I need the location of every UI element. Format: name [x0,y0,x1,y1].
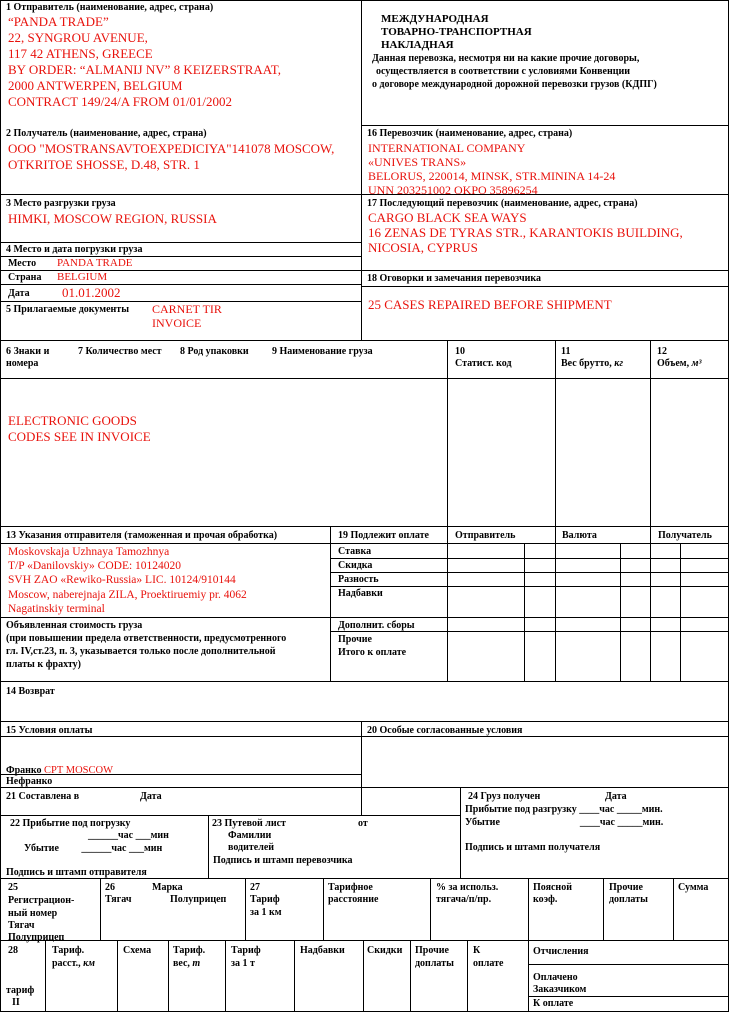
form-title-1: МЕЖДУНАРОДНАЯ [381,13,489,25]
goods-h11-num: 11 [561,346,571,357]
arrival-loading-title: 22 Прибытие под погрузку [10,818,131,829]
t1-c26-brand: Марка [152,882,183,893]
sender-line-3: 117 42 ATHENS, GREECE [8,46,153,61]
payment-row-supplements: Надбавки [338,588,383,599]
goods-h12-num: 12 [657,346,667,357]
t2-c9-line-2: оплате [473,958,504,969]
divider-22-23 [0,815,460,816]
t1-c26-tractor: Тягач [105,894,132,905]
divider-15 [0,721,729,722]
carrier-line-2: «UNIVES TRANS» [368,155,467,169]
divider-tariff-2 [0,940,729,941]
t2-right-row-2 [528,996,728,997]
payment-row-rate: Ставка [338,546,372,557]
payment-row-other: Прочие [338,634,372,645]
pay-row-4 [0,617,729,618]
carrier-line-3: BELORUS, 220014, MINSK, STR.MININA 14-24 [368,169,616,183]
carrier-reservations-value: 25 CASES REPAIRED BEFORE SHIPMENT [368,297,612,312]
sender-line-4: BY ORDER: “ALMANIJ NV” 8 KEIZERSTRAAT, [8,62,281,77]
loading-title: 4 Место и дата погрузки груза [6,244,143,255]
t1-c31-line-2: доплаты [609,894,648,905]
sender-title: 1 Отправитель (наименование, адрес, страна) [6,2,214,13]
t2-c8-line-1: Прочие [415,945,449,956]
divider-goods-top [0,340,729,341]
drivers-label: водителей [228,842,275,853]
divider-place-country [0,270,361,271]
t1-c29-line-1: % за использ. [436,882,499,893]
frame-left [0,0,1,1012]
t2-col-9 [528,940,529,1012]
t2-col-3 [168,940,169,1012]
sender-signature-label: Подпись и штамп отправителя [6,867,147,878]
t2-c1-tariff: тариф [6,985,35,996]
t1-col-28 [323,878,324,940]
pay-col-2 [555,526,556,681]
goods-line-1: ELECTRONIC GOODS [8,413,137,428]
form-title-2: ТОВАРНО-ТРАНСПОРТНАЯ [381,26,532,38]
t2-by-customer: Заказчиком [533,984,587,995]
payment-row-difference: Разность [338,574,379,585]
t2-col-6 [363,940,364,1012]
successive-carrier-title: 17 Последующий перевозчик (наименование, адрес, страна) [367,198,638,209]
loading-date-label: Дата [8,288,30,299]
sender-line-1: “PANDA TRADE” [8,14,109,29]
t1-c28-line-2: расстояние [328,894,379,905]
instructions-line-5: Nagatinskiy terminal [8,603,105,615]
t1-c28-line-1: Тарифное [328,882,373,893]
drivers-surnames-label: Фамилии [228,830,272,841]
goods-col-11 [555,340,556,526]
carrier-title: 16 Перевозчик (наименование, адрес, страна) [367,128,573,139]
pay-row-1 [330,558,728,559]
t1-c25-line-2: ный номер [8,908,58,919]
t1-c27-num: 27 [250,882,260,893]
t2-col-5 [294,940,295,1012]
instructions-line-3: SVH ZAO «Rewiko-Russia» LIC. 10124/910144 [8,574,236,586]
loading-country-value: BELGIUM [57,271,108,283]
carrier-line-1: INTERNATIONAL COMPANY [368,141,526,155]
t2-col-4 [225,940,226,1012]
pay-col-1b [524,543,525,681]
document-1: CARNET TIR [152,302,222,316]
carrier-line-4: UNN 203251002 OKPO 35896254 [368,183,538,197]
t1-c25-num: 25 [8,882,18,893]
payment-col-consignee: Получатель [658,530,712,541]
t1-c29-line-2: тягача/п/пр. [436,894,492,905]
t1-c27-line-2: за 1 км [250,907,282,918]
waybill-from-label: от [358,818,368,829]
divider-4-place [0,256,361,257]
pay-col-3b [680,543,681,681]
t1-c26-num: 26 [105,882,115,893]
t2-right-row-1 [528,964,728,965]
arrival-unloading-line: Прибытие под разгрузку ____час _____мин. [465,804,663,815]
t2-col-1 [45,940,46,1012]
goods-h11-label: Вес брутто, кг [561,358,624,369]
form-title-3: НАКЛАДНАЯ [381,39,454,51]
t2-c8-line-2: доплаты [415,958,454,969]
t2-c7-discounts: Скидки [367,945,403,956]
t1-c30-line-2: коэф. [533,894,558,905]
t1-c30-line-1: Поясной [533,882,572,893]
instructions-line-4: Moscow, naberejnaja ZILA, Proektiruemiy pr. 4062 [8,589,247,601]
t2-c2-line-1: Тариф. [52,945,85,956]
t1-c26-trailer: Полуприцеп [170,894,227,905]
loading-date-value: 01.01.2002 [62,285,121,300]
t1-c31-line-1: Прочие [609,882,643,893]
goods-h9: 9 Наименование груза [272,346,373,357]
t1-col-31 [603,878,604,940]
sender-line-5: 2000 ANTWERPEN, BELGIUM [8,78,183,93]
t2-c9-line-1: К [473,945,481,956]
consignee-line-1: ООО "MOSTRANSAVTOEXPEDICIYA"141078 MOSCOW, [8,141,335,156]
successive-carrier-line-3: NICOSIA, CYPRUS [368,240,478,255]
pay-col-3 [650,526,651,681]
pay-col-2b [620,543,621,681]
t2-c5-line-1: Тариф [231,945,261,956]
t1-c25-line-1: Регистрацион- [8,895,75,906]
carrier-reservations-title: 18 Оговорки и замечания перевозчика [367,273,541,284]
instructions-line-2: T/P «Danilovskiy» CODE: 10124020 [8,560,182,572]
goods-h12-label: Объем, м³ [657,358,702,369]
t1-c32-sum: Сумма [678,882,709,893]
payment-row-discount: Скидка [338,560,373,571]
divider-header-16 [361,125,728,126]
successive-carrier-line-2: 16 ZENAS DE TYRAS STR., KARANTOKIS BUILDING, [368,225,683,240]
goods-h6-line-1: 6 Знаки и [6,346,50,357]
divider-goods-bottom [0,526,729,527]
goods-header-bottom [0,378,729,379]
form-note-2: осуществляется в соответствии с условиями Конвенции [376,66,631,77]
t2-c5-line-2: за 1 т [231,958,255,969]
t2-to-pay: К оплате [533,998,574,1009]
declared-value-note-3: платы к фрахту) [6,659,81,670]
t2-col-7 [410,940,411,1012]
t1-col-32 [673,878,674,940]
t2-c4-line-2: вес, т [173,958,201,969]
instructions-line-1: Moskovskaja Uzhnaya Tamozhnya [8,546,170,558]
declared-value-note-1: (при повышении предела ответственности, предусмотренного [6,633,287,644]
loading-country-label: Страна [8,272,42,283]
goods-received-date-label: Дата [605,791,627,802]
unloading-place-value: HIMKI, MOSCOW REGION, RUSSIA [8,211,217,226]
special-agreements-title: 20 Особые согласованные условия [367,725,523,736]
t2-c1-num: 28 [8,945,18,956]
goods-received-title: 24 Груз получен [468,791,541,802]
consignee-line-2: OTKRITOE SHOSSE, D.48, STR. 1 [8,157,200,172]
t2-c6-supplements: Надбавки [300,945,345,956]
goods-col-10 [447,340,448,526]
t1-col-30 [528,878,529,940]
divider-21-24 [460,787,461,878]
sender-line-2: 22, SYNGROU AVENUE, [8,30,148,45]
pay-row-3 [330,586,728,587]
t1-c25-line-3: Тягач [8,920,35,931]
payment-row-total: Итого к оплате [338,647,407,658]
goods-h10-label: Статист. код [455,358,512,369]
sender-line-6: CONTRACT 149/24/A FROM 01/01/2002 [8,94,233,109]
goods-h10-num: 10 [455,346,465,357]
divider-14 [0,681,729,682]
divider-top-center [361,0,362,340]
franco-value: CPT MOSCOW [44,765,113,776]
declared-value-title: Объявленная стоимость груза [6,620,143,631]
payment-terms-title: 15 Условия оплаты [6,725,93,736]
t2-c1-roman: II [12,997,20,1008]
payment-title: 19 Подлежит оплате [338,530,429,541]
established-in-title: 21 Составлена в [6,791,80,802]
divider-3-4 [0,242,361,243]
divider-13-19 [330,526,331,681]
divider-15-title [0,736,729,737]
divider-22-23-v [208,815,209,878]
goods-line-2: CODES SEE IN INVOICE [8,429,151,444]
waybill-title: 23 Путевой лист [212,818,286,829]
t2-c2-line-2: расст., км [52,958,96,969]
goods-h8: 8 Род упаковки [180,346,249,357]
document-2: INVOICE [152,316,202,330]
divider-2-3 [0,194,729,195]
consignee-signature-label: Подпись и штамп получателя [465,842,601,853]
t1-c27-line-1: Тариф [250,894,280,905]
consignee-title: 2 Получатель (наименование, адрес, страна) [6,128,207,139]
loading-place-label: Место [8,258,37,269]
pay-col-1 [447,526,448,681]
loading-place-value: PANDA TRADE [57,257,133,269]
form-note-1: Данная перевозка, несмотря ни на какие прочие договоры, [372,53,640,64]
departure-line: Убытие ____час _____мин. [465,817,664,828]
t2-col-8 [467,940,468,1012]
t2-c4-line-1: Тариф. [173,945,206,956]
payment-col-sender: Отправитель [455,530,516,541]
sender-instructions-title: 13 Указания отправителя (таможенная и прочая обработка) [6,530,278,541]
divider-country-date [0,284,361,285]
franco-row: Франко CPT MOSCOW [6,765,113,776]
t1-c25-line-4: Полуприцеп [8,932,65,943]
divider-17-18 [361,270,728,271]
t1-col-29 [430,878,431,940]
successive-carrier-line-1: CARGO BLACK SEA WAYS [368,210,527,225]
established-date-label: Дата [140,791,162,802]
unloading-place-title: 3 Место разгрузки груза [6,198,116,209]
t2-deductions: Отчисления [533,946,589,957]
t2-paid: Оплачено [533,972,578,983]
declared-value-note-2: гл. IV,ст.23, п. 3, указывается только после дополнительной [6,646,276,657]
payment-col-currency: Валюта [562,530,597,541]
t1-col-26 [100,878,101,940]
divider-21 [0,787,729,788]
payment-row-extra-fees: Дополнит. сборы [338,620,415,631]
divider-18-value [361,286,728,287]
form-note-3: о договоре международной дорожной перевозки грузов (КДПГ) [372,79,657,90]
documents-title: 5 Прилагаемые документы [6,304,130,315]
carrier-signature-label: Подпись и штамп перевозчика [213,855,353,866]
pay-row-2 [330,572,728,573]
nefranco-label: Нефранко [6,776,53,787]
cash-on-delivery-title: 14 Возврат [6,686,55,697]
t2-col-2 [117,940,118,1012]
t1-col-27 [245,878,246,940]
arrival-loading-time: ______час ___мин [88,830,169,841]
frame-top [0,0,729,1]
departure-loading-time: Убытие ______час ___мин [24,843,163,854]
goods-h6-line-2: номера [6,358,39,369]
goods-col-12 [650,340,651,526]
goods-h7: 7 Количество мест [78,346,162,357]
t2-c3-scheme: Схема [123,945,152,956]
